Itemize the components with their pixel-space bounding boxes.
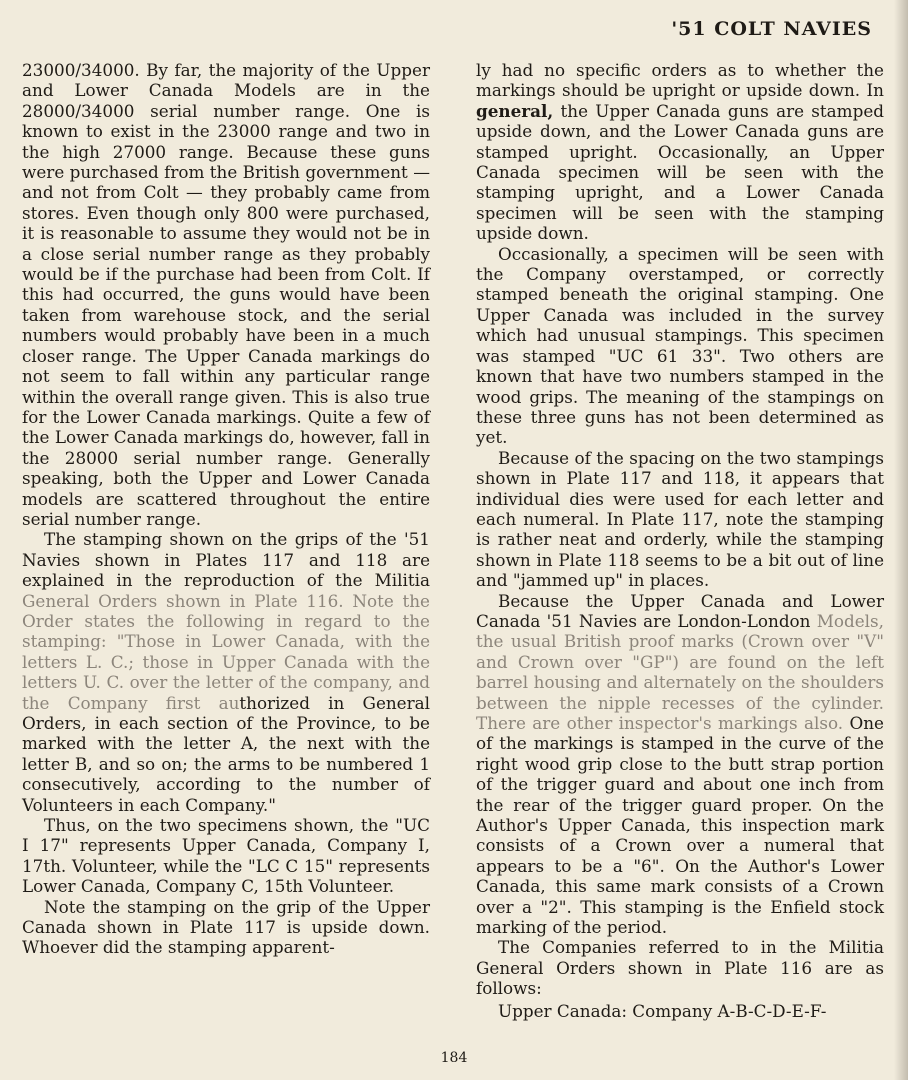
text-run: Because of the spacing on the two stampings shown in Plate 117 and 118, it appears that individual dies were used for each letter and each numeral. In Plate 117, note the stamping is rather neat and orderly, while the stamping shown in Plate 118 seems to be a bit out of line and "jammed up" in places. [476, 447, 884, 591]
bold-text: general, [476, 100, 554, 121]
faded-text: General Orders shown in Plate 116. Note the Order states the following in regard to the stamping: "Those in Lower Canada, with the letters L. C.; those in Upper Canada with the letters U. C. over the letter of the company, and the Company first au [22, 590, 430, 713]
text-run: 23000/34000. By far, the majority of the Upper and Lower Canada Models are in the 28000/34000 serial number range. One is known to exist in the 23000 range and two in the high 27000 range. Because these guns were purchased from the British government — and not from Colt — they probably came from stores. Even though only 800 were purchased, it is reasonable to assume they would not be in a close serial number range as they probably would be if the purchase had been from Colt. If this had occurred, the guns would have been taken from warehouse stock, and the serial numbers would probably have been in a much closer range. The Upper Canada markings do not seem to fall within any particular range within the overall range given. This is also true for the Lower Canada markings. Quite a few of the Lower Canada markings do, however, fall in the 28000 serial number range. Generally speaking, both the Upper and Lower Canada models are scattered throughout the entire serial number range. [22, 60, 430, 529]
paragraph [22, 815, 430, 897]
paragraph [476, 244, 884, 448]
text-run: The Companies referred to in the Militia General Orders shown in Plate 116 are as follows: [476, 937, 884, 999]
text-run: the Upper Canada guns are stamped upside down, and the Lower Canada guns are stamped upright. Occasionally, an Upper Canada specimen will be seen with the stamping upright, and a Lower Canada specimen will be seen with the stamping upside down. [476, 100, 884, 244]
paragraph [476, 1001, 884, 1021]
text-run: Because the Upper Canada and Lower Canada '51 Navies are London-London [476, 590, 884, 631]
paragraph [22, 897, 430, 958]
paragraph [476, 937, 884, 998]
page-number: 184 [440, 1050, 468, 1066]
paragraph [476, 60, 884, 244]
right-column [476, 60, 884, 1021]
text-run: One of the markings is stamped in the curve of the right wood grip close to the butt strap portion of the trigger guard and about one inch from the rear of the trigger guard proper. On the Author's Upper Canada, this inspection mark consists of a Crown over a numeral that appears to be a "6". On the Author's Lower Canada, this same mark consists of a Crown over a "2". This stamping is the Enfield stock marking of the period. [476, 713, 884, 938]
text-run: ly had no specific orders as to whether the markings should be upright or upside down. In [476, 60, 884, 101]
text-run: Note the stamping on the grip of the Upper Canada shown in Plate 117 is upside down. Whoever did the stamping apparent- [22, 896, 430, 958]
paragraph [22, 529, 430, 815]
paragraph [476, 591, 884, 938]
running-head: '51 COLT NAVIES [671, 18, 872, 40]
left-column [22, 60, 430, 958]
faded-text: Models, the usual British proof marks (Crown over "V" and Crown over "GP") are found on the left barrel housing and alternately on the shoulders between the nipple recesses of the cylinder. There are other inspector's markings also. [476, 610, 884, 733]
text-run: Thus, on the two specimens shown, the "UC I 17" represents Upper Canada, Company I, 17th. Volunteer, while the "LC C 15" represents Lower Canada, Company C, 15th Volunteer. [22, 815, 430, 897]
page-edge-shadow [894, 0, 908, 1080]
text-run: Occasionally, a specimen will be seen with the Company overstamped, or correctly stamped beneath the original stamping. One Upper Canada was included in the survey which had unusual stampings. This specimen was stamped "UC 61 33". Two others are known that have two numbers stamped in the wood grips. The meaning of the stampings on these three guns has not been determined as yet. [476, 243, 884, 448]
text-run: thorized in General Orders, in each section of the Province, to be marked with the letter A, the next with the letter B, and so on; the arms to be numbered 1 consecutively, according to the number of Volunteers in each Company." [22, 692, 431, 815]
paragraph [22, 60, 430, 529]
paragraph [476, 448, 884, 591]
text-run: Upper Canada: Company A-B-C-D-E-F- [498, 1000, 827, 1021]
text-run: The stamping shown on the grips of the '51 Navies shown in Plates 117 and 118 are explained in the reproduction of the Militia [22, 529, 430, 591]
